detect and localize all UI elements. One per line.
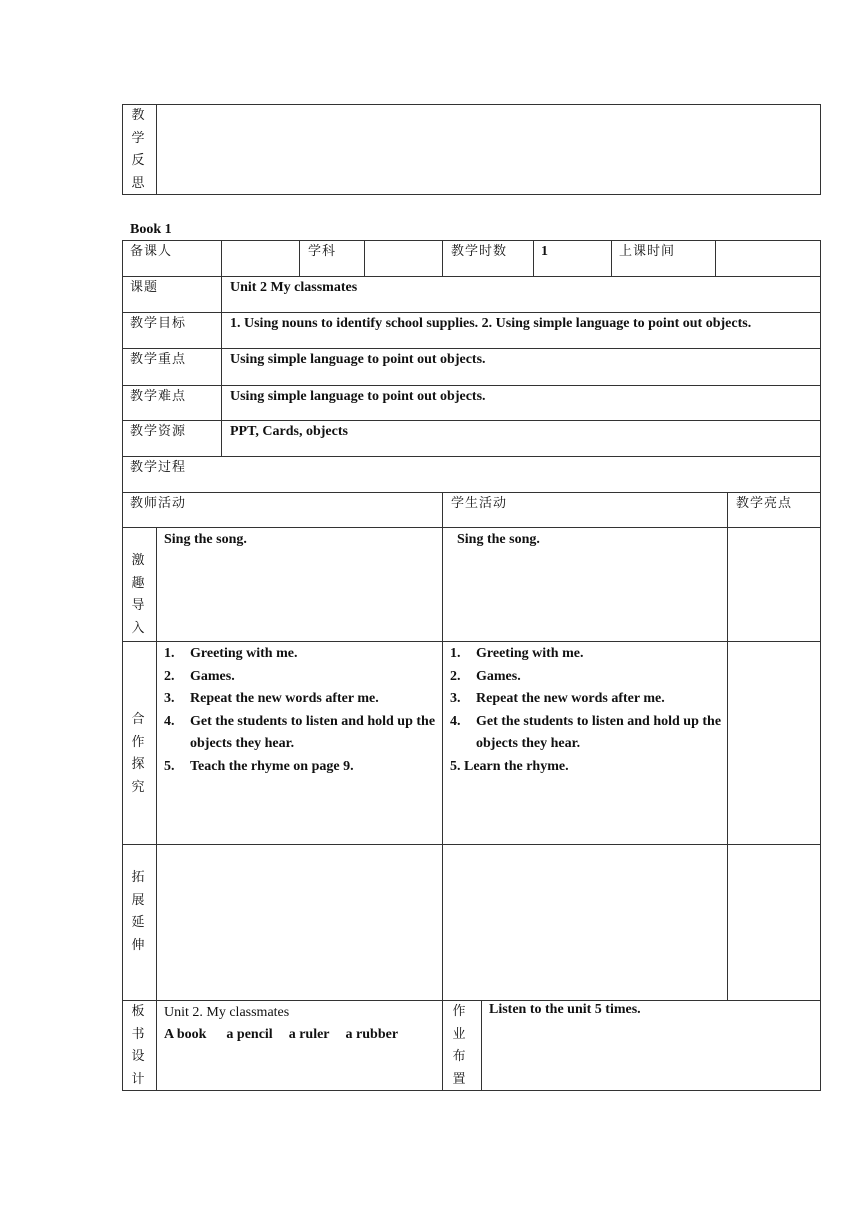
col-divider [221,276,222,456]
list-number: 2. [164,668,175,684]
hours-label: 教学时数 [451,244,508,259]
highlight-header: 教学亮点 [736,496,793,511]
reflection-label: 教学反思 [131,108,145,191]
topic-value: Unit 2 My classmates [230,280,358,295]
goals-value: 1. Using nouns to identify school supplies. 2. Using simple language to point out objects. [230,316,752,331]
intro-student: Sing the song. [457,532,540,547]
hours-value: 1 [541,244,548,259]
board-words [164,1024,398,1047]
list-item [164,711,438,756]
list-number: 1. [164,646,175,661]
row-divider [122,456,821,457]
list-item [164,643,438,666]
col-divider [299,240,300,276]
list-number: 5. [164,758,175,774]
row-divider [122,1000,821,1001]
list-text: Greeting with me. [190,646,298,661]
book-label: Book 1 [130,222,172,237]
list-text: Games. [476,668,521,684]
explore-student-last: 5. Learn the rhyme. [450,759,569,774]
teacher-activity-header: 教师活动 [130,496,187,511]
subject-label: 学科 [308,244,337,259]
list-item [164,666,438,689]
list-number: 4. [164,713,175,729]
list-item [450,711,724,756]
intro-teacher: Sing the song. [164,532,247,547]
list-item [450,643,724,666]
extend-label: 拓展延伸 [131,870,145,953]
list-item [450,666,724,689]
list-text: Teach the rhyme on page 9. [190,758,354,774]
explore-label: 合作探究 [131,712,145,795]
list-number: 1. [450,646,461,661]
col-divider [442,492,443,1090]
explore-teacher-list [164,643,438,778]
list-item [164,756,438,779]
key-points-value: Using simple language to point out objects. [230,352,486,367]
board-word: A book [164,1027,207,1042]
col-divider [611,240,612,276]
list-text: Repeat the new words after me. [476,691,665,706]
col-divider [221,240,222,276]
student-activity-header: 学生活动 [451,496,508,511]
difficulty-label: 教学难点 [130,389,187,404]
row-divider [122,641,821,642]
col-divider [442,240,443,276]
row-divider [122,844,821,845]
board-word: a ruler [288,1027,330,1042]
list-item [450,688,724,711]
list-text: Games. [190,668,235,684]
intro-label: 激趣导入 [131,553,145,636]
col-divider [533,240,534,276]
list-number: 2. [450,668,461,684]
col-divider [481,1000,482,1090]
row-divider [122,527,821,528]
key-points-label: 教学重点 [130,352,187,367]
list-item [164,688,438,711]
homework-value: Listen to the unit 5 times. [489,1002,641,1017]
class-time-label: 上课时间 [619,244,676,259]
row-divider [122,420,821,421]
difficulty-value: Using simple language to point out objects. [230,389,486,404]
resources-label: 教学资源 [130,424,187,439]
board-word: a pencil [226,1027,273,1042]
list-text: Repeat the new words after me. [190,691,379,706]
col-divider [727,492,728,1000]
list-text: Greeting with me. [476,646,584,661]
list-number: 3. [164,691,175,706]
explore-student-list [450,643,724,756]
homework-label: 作业布置 [452,1004,466,1087]
board-label: 板书设计 [131,1004,145,1087]
list-number: 3. [450,691,461,706]
goals-label: 教学目标 [130,316,187,331]
list-text: Get the students to listen and hold up the objects they hear. [190,713,436,751]
list-number: 4. [450,713,461,729]
board-word: a rubber [345,1027,399,1042]
board-title: Unit 2. My classmates [164,1005,290,1020]
col-divider [364,240,365,276]
list-text: Get the students to listen and hold up the objects they hear. [476,713,722,751]
row-divider [122,276,821,277]
process-label: 教学过程 [130,460,187,475]
resources-value: PPT, Cards, objects [230,424,348,439]
col-divider [156,527,157,1090]
col-divider [715,240,716,276]
topic-label: 课题 [130,280,159,295]
preparer-label: 备课人 [130,244,173,259]
reflection-table [122,104,821,195]
